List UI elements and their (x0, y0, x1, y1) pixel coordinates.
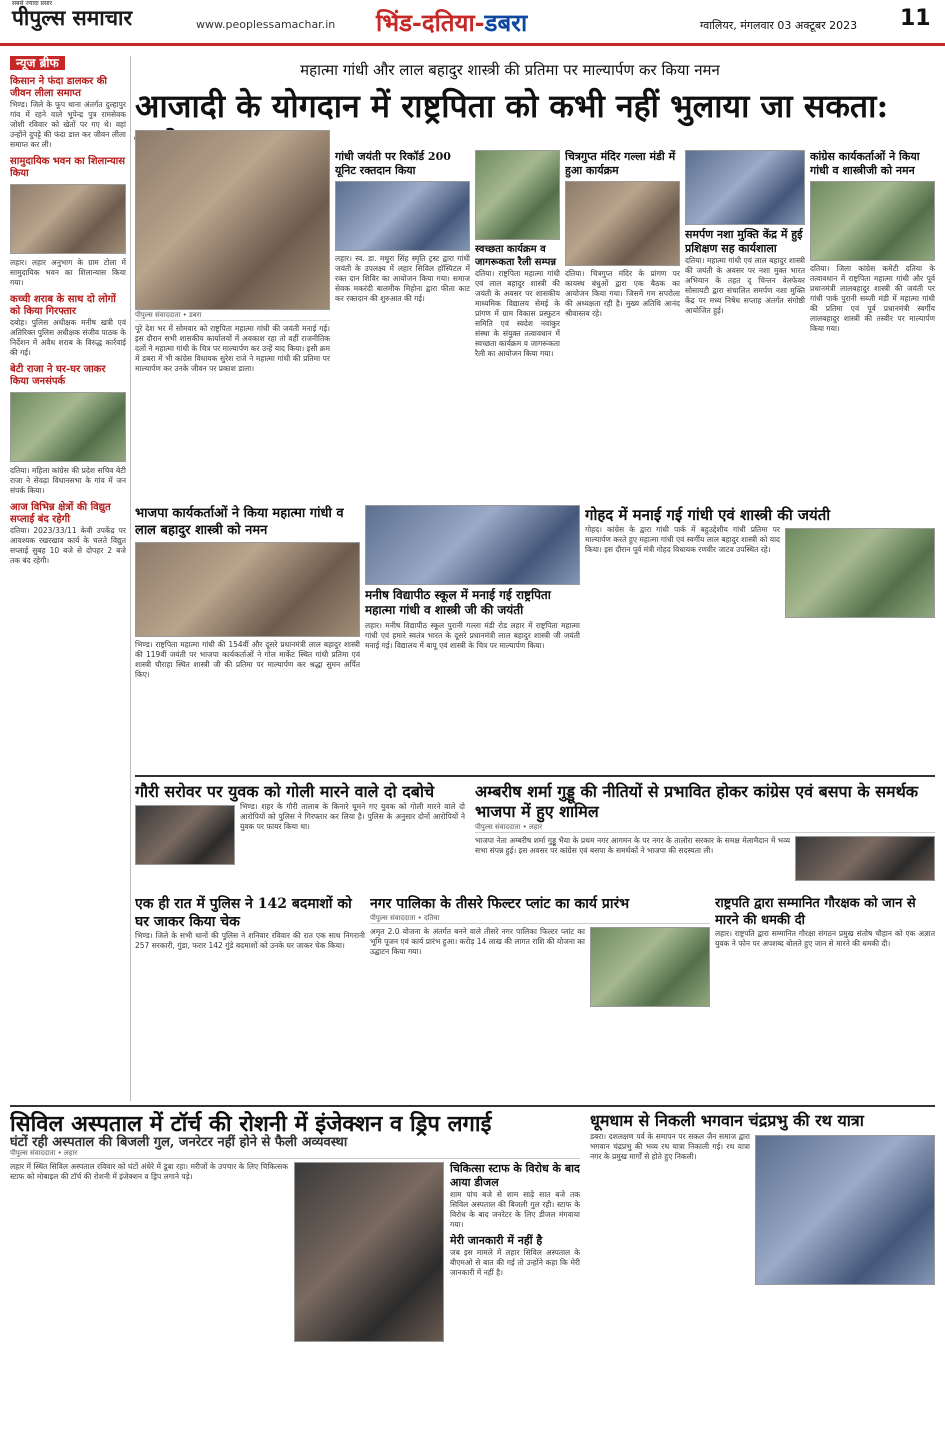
brief-item: किसान ने फंदा डालकर की जीवन लीला समाप्त भिण्ड। जिले के फूप थाना अंतर्गत दुल्हापुर गांव में रहने वाले भूपेन्द्र पुत्र रामसेवक जोशी रविवार को खेतों पर गए थे। वहां उन्होंने दुपट्टे की फंदा डाल कर जीवन लीला समाप्त कर ली। (10, 76, 126, 149)
story-photo (365, 505, 580, 585)
section-title-a: भिंड-दतिया- (376, 8, 485, 37)
story-photo (590, 927, 710, 1007)
story-photo (685, 150, 805, 225)
story-photo (335, 181, 470, 251)
brief-item: बेटी राजा ने घर-घर जाकर किया जनसंपर्क दतिया। महिला कांग्रेस की प्रदेश सचिव बेटी राजा ने सेवढ़ा विधानसभा के गांव में जन संपर्क किया। (10, 364, 126, 495)
website[interactable]: www.peoplessamachar.in (196, 18, 336, 31)
story-gohad: गोहद में मनाई गई गांधी एवं शास्त्री की जयंती गोहद। कांग्रेस के द्वारा गांधी पार्क में बहुउद्देशीय गांधी प्रतिमा पर माल्यार्पण करते हुए महात्मा गांधी एवं स्वर्गीय लाल बहादुर शास्त्री को याद किया। इस दौरान पूर्व मंत्री गोहद विधायक रणवीर जाटव उपस्थित रहे। (585, 505, 935, 770)
story-photo (565, 181, 680, 266)
story-nasha: समर्पण नशा मुक्ति केंद्र में हुई प्रशिक्षण सह कार्यशाला दतिया। महात्मा गांधी एवं लाल बहादुर शास्त्री की जयंती के अवसर पर नशा मुक्त भारत अभियान के तहत दृ चिन्तन वेलफेयर सोसायटी द्वारा संचालित समर्पण नशा मुक्ति केंद्र पर मध्य निषेध सप्ताह अंतर्गत संगोष्ठी आयोजित हुई। (685, 150, 805, 500)
brief-item: आज विभिन्न क्षेत्रों की विद्युत सप्लाई बंद रहेगी दतिया। 2023/33/11 केवी उपकेंद्र पर आवश्यक रखरखाव कार्य के चलते विद्युत सप्लाई सुबह 10 बजे से दोपहर 2 बजे तक बंद रहेगी। (10, 502, 126, 565)
civil-sidebar: चिकित्सा स्टाफ के विरोध के बाद आया डीजल शाम पांच बजे से शाम साढ़े सात बजे तक सिविल अस्पताल की बिजली गुल रही। स्टाफ के विरोध के बाद जनरेटर के लिए डीजल मंगवाया गया। मेरी जानकारी में नहीं है जब इस मामले में लहार सिविल अस्पताल के बीएमओ से बात की गई तो उन्होंने कहा कि मेरी जानकारी में नहीं है। (450, 1162, 580, 1277)
brief-photo (10, 392, 126, 462)
civil-body: लहार में स्थित सिविल अस्पताल रविवार को घंटों अंधेरे में डूबा रहा। मरीजों के उपचार के लिए चिकित्सक स्टाफ को मोबाइल की टॉर्च की रोशनी में इंजेक्शन व ड्रिप लगाने पड़े। चिकित्सा स्टाफ के विरोध के बाद आया डीजल शाम पांच बजे से शाम साढ़े सात बजे तक सिविल अस्पताल की बिजली गुल रही। स्टाफ के विरोध के बाद जनरेटर के लिए डीजल मंगवाया गया। मेरी जानकारी में नहीं है जब इस मामले में लहार सिविल अस्पताल के बीएमओ से बात की गई तो उन्होंने कहा कि मेरी जानकारी में नहीं है। (10, 1162, 580, 1342)
section-rule (10, 1105, 935, 1107)
story-photo (785, 528, 935, 618)
story-civil: सिविल अस्पताल में टॉर्च की रोशनी में इंजेक्शन व ड्रिप लगाई घंटों रही अस्पताल की बिजली गुल, जनरेटर नहीं होने से फैली अव्यवस्था पीपुल्स संवाददाता • लहार लहार में स्थित सिविल अस्पताल रविवार को घंटों अंधेरे में डूबा रहा। मरीजों के उपचार के लिए चिकित्सक स्टाफ को मोबाइल की टॉर्च की रोशनी में इंजेक्शन व ड्रिप लगाने पड़े। चिकित्सा स्टाफ के विरोध के बाद आया डीजल शाम पांच बजे से शाम साढ़े सात बजे तक सिविल अस्पताल की बिजली गुल रही। स्टाफ के विरोध के बाद जनरेटर के लिए डीजल मंगवाया गया। मेरी जानकारी में नहीं है जब इस मामले में लहार सिविल अस्पताल के बीएमओ से बात की गई तो उन्होंने कहा कि मेरी जानकारी में नहीं है। (10, 1110, 580, 1440)
news-briefs (10, 56, 126, 1101)
story-blood: गांधी जयंती पर रिकॉर्ड 200 यूनिट रक्तदान किया लहार। स्व. डा. मथुरा सिंह स्मृति ट्रस्ट द्वारा गांधी जयंती के उपलक्ष्य में लहार सिविल हॉस्पिटल में रक्त दान शिविर का आयोजन किया गया। समाज सेवक मकरंदी बालमीक मिहोना द्वारा फीता काट कर रक्तदान की शुरुआत की गई। (335, 150, 470, 303)
story-police: एक ही रात में पुलिस ने 142 बदमाशों को घर जाकर किया चेक भिण्ड। जिले के सभी थानों की पुलिस ने शनिवार रविवार की रात एक साथ निगरानी 257 सरकारी, गुंडा, फरार 142 गुंडे बदमाशों को उनके घर जाकर चेक किया। (135, 896, 365, 950)
column-rule (130, 56, 131, 1101)
section-rule (135, 775, 935, 777)
story-photo (135, 542, 360, 637)
story-photo (810, 181, 935, 261)
page-number: 11 (900, 6, 931, 31)
story-rath: धूमधाम से निकली भगवान चंद्रप्रभु की रथ यात्रा डबरा। दशलक्षण पर्व के समापन पर सकल जैन समाज द्वारा भगवान चंद्रप्रभु की भव्य रथ यात्रा निकाली गई। रथ यात्रा नगर के प्रमुख मार्गों से होते हुए निकली। (590, 1110, 935, 1440)
brief-photo (10, 184, 126, 254)
brand-logo: सबसे ज्यादा प्रसार पीपुल्स समाचार (12, 0, 133, 30)
kicker: महात्मा गांधी और लाल बहादुर शास्त्री की प्रतिमा पर माल्यार्पण कर किया नमन (300, 61, 720, 79)
story-bjp: भाजपा कार्यकर्ताओं ने किया महात्मा गांधी व लाल बहादुर शास्त्री को नमन भिण्ड। राष्ट्रपिता महात्मा गांधी की 154वीं और दूसरे प्रधानमंत्री लाल बहादुर शास्त्री की 119वीं जयंती पर भाजपा कार्यकर्ताओं ने गोल मार्केट स्थित गांधी प्रतिमा एवं शास्त्री चौराहा स्थित शास्त्री जी की प्रतिमा पर माल्यार्पण कर श्रद्धा सुमन अर्पित किए। (135, 506, 360, 679)
story-rally: स्वच्छता कार्यक्रम व जागरूकता रैली सम्पन्न दतिया। राष्ट्रपिता महात्मा गांधी एवं लाल बहादुर शास्त्री की जयंती के अवसर पर शासकीय माध्यमिक विद्यालय सेमई के प्रांगण में ग्राम विकास प्रस्फुटन समिति एवं स्वदेश नवांकुर संस्था के संयुक्त तत्वावधान में स्वच्छता कार्यक्रम व जागरूकता रैली का आयोजन किया गया। (475, 150, 560, 500)
brief-item: कच्ची शराब के साथ दो लोगों को किया गिरफ्तार दबोह। पुलिस अधीक्षक मनीष खत्री एवं अतिरिक्त पुलिस अधीक्षक संजीव पाठक के निर्देशन में अवैध शराब के विरुद्ध कार्रवाई की गई। (10, 294, 126, 357)
section-title-b: डबरा (484, 8, 528, 37)
main-headline: आजादी के योगदान में राष्ट्रपिता को कभी नहीं भुलाया जा सकता: (135, 87, 889, 125)
story-raje: पीपुल्स संवाददाता • डबरा पूरे देश भर में सोमवार को राष्ट्रपिता महात्मा गांधी की जयंती मनाई गई। इस दौरान सभी शासकीय कार्यालयों में अवकाश रहा तो वहीं राजनीतिक दलों ने महात्मा गांधी के चित्र पर माल्यार्पण कर उन्हें याद किया। इसी क्रम में डबरा में भी कांग्रेस विधायक सुरेश राजे ने महात्मा गांधी की प्रतिमा पर माल्यार्पण कर उनके जीवन पर प्रकाश डाला। (135, 130, 330, 500)
story-gauri: गौरी सरोवर पर युवक को गोली मारने वाले दो दबोचे भिण्ड। शहर के गौरी तालाब के किनारे घूमने गए युवक को गोली मारने वाले दो आरोपियों को पुलिस ने गिरफ्तार कर लिया है। पुलिस के अनुसार दोनों आरोपियों ने युवक पर फायर किया था। (135, 782, 465, 887)
section-title (376, 6, 527, 39)
story-photo (795, 836, 935, 881)
story-president: राष्ट्रपति द्वारा सम्मानित गौरक्षक को जान से मारने की धमकी दी लहार। राष्ट्रपति द्वारा सम्मानित गौरक्षा संगठन प्रमुख संतोष चौहान को एक अज्ञात युवक ने फोन पर अपशब्द बोलते हुए जान से मारने की धमकी दी। (715, 896, 935, 948)
dateline: ग्वालियर, मंगलवार 03 अक्टूबर 2023 (700, 19, 858, 32)
story-congress: कांग्रेस कार्यकर्ताओं ने किया गांधी व शास्त्रीजी को नमन दतिया। जिला कांग्रेस कमेटी दतिया के तत्वावधान में राष्ट्रपिता महात्मा गांधी और पूर्व प्रधानमंत्री लालबहादुर शास्त्री की जयंती पर गांधी पार्क पुरानी सब्जी मंडी में महात्मा गांधी की प्रतिमा एवं पूर्व प्रधानमंत्री स्वर्गीय लालबहादुर शास्त्री की तस्वीर पर माल्यार्पण किया गया। (810, 150, 935, 333)
story-chitragupt: चित्रगुप्त मंदिर गल्ला मंडी में हुआ कार्यक्रम दतिया। चित्रगुप्त मंदिर के प्रांगण पर कायस्थ बंधुओं द्वारा एक बैठक का आयोजन किया गया। जिसमें गम सपरोला की अध्यक्षता रही है। मुख्य अतिथि आनंद श्रीवास्तव रहे। (565, 150, 680, 318)
story-photo (755, 1135, 935, 1285)
story-ambrish: अम्बरीष शर्मा गुड्डू की नीतियों से प्रभावित होकर कांग्रेस एवं बसपा के समर्थक भाजपा में हुए शामिल पीपुल्स संवाददाता • लहार भाजपा नेता अम्बरीष शर्मा गुड्डू भैया के प्रथम नगर आगमन के पर नगर के तालोरा सरकार के समक्ष मेलामैदान में भव्य सभा संपन्न हुई। इस अवसर पर कांग्रेस एवं बसपा के समर्थकों ने भाजपा की सदस्यता ली। (475, 782, 935, 887)
briefs-tag: न्यूज ब्रीफ (10, 56, 65, 70)
story-vidyapeeth: मनीष विद्यापीठ स्कूल में मनाई गई राष्ट्रपिता महात्मा गांधी व शास्त्री जी की जयंती लहार। मनीष विद्यापीठ स्कूल पुरानी गल्ला मंडी रोड लहार में राष्ट्रपिता महात्मा गांधी एवं हमारे स्वतंत्र भारत के दूसरे प्रधानमंत्री लाल बहादुर शास्त्री जी जयंती मनाई गई। विद्यालय में बापू एवं शास्त्री के चित्र पर माल्यार्पण किया। (365, 505, 580, 770)
story-photo (475, 150, 560, 240)
story-photo (135, 130, 330, 310)
brief-item: सामुदायिक भवन का शिलान्यास किया लहार। लहार अनुभाग के ग्राम टोला में सामुदायिक भवन का शिलान्यास किया गया। (10, 156, 126, 287)
masthead (0, 0, 945, 46)
story-filter: नगर पालिका के तीसरे फिल्टर प्लांट का कार्य प्रारंभ पीपुल्स संवाददाता • दतिया अमृत 2.0 योजना के अंतर्गत बनने वाले तीसरे नगर पालिका फिल्टर प्लांट का भूमि पूजन एवं कार्य प्रारंभ हुआ। करोड़ 14 लाख की लागत राशि की योजना का उद्घाटन किया गया। (370, 895, 710, 1065)
story-photo (294, 1162, 444, 1342)
story-photo (135, 805, 235, 865)
